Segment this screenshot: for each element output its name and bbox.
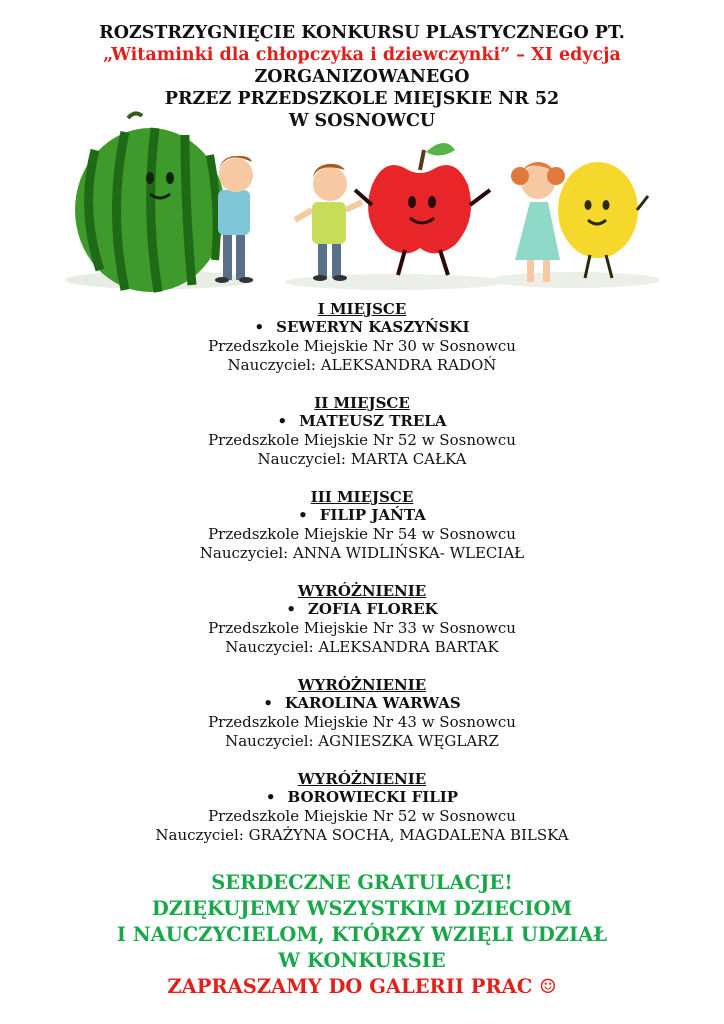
school-name: Przedszkole Miejskie Nr 52 w Sosnowcu bbox=[208, 431, 516, 449]
bullet-icon: • bbox=[286, 600, 296, 618]
thanks-line: DZIĘKUJEMY WSZYSTKIM DZIECIOM bbox=[151, 897, 573, 920]
bullet-icon: • bbox=[265, 788, 276, 806]
school-name: Przedszkole Miejskie Nr 52 w Sosnowcu bbox=[208, 807, 516, 825]
header-title-line: ROZSTRZYGNIĘCIE KONKURSU PLASTYCZNEGO PT. bbox=[99, 23, 625, 43]
congratulations-line: SERDECZNE GRATULACJE! bbox=[211, 871, 513, 894]
teacher-name: Nauczyciel: ALEKSANDRA RADOŃ bbox=[227, 356, 497, 374]
header-city-line: W SOSNOWCU bbox=[288, 111, 436, 131]
school-name: Przedszkole Miejskie Nr 43 w Sosnowcu bbox=[208, 713, 516, 731]
place-title: III MIEJSCE bbox=[310, 488, 414, 506]
girl-icon bbox=[511, 162, 565, 282]
distinction-3 bbox=[0, 770, 724, 864]
thanks-teachers-line: I NAUCZYCIELOM, KTÓRZY WZIĘLI UDZIAŁ bbox=[116, 923, 608, 946]
winner-name: • BOROWIECKI FILIP bbox=[265, 788, 459, 806]
winner-name: • ZOFIA FLOREK bbox=[286, 600, 438, 618]
teacher-name: Nauczyciel: ANNA WIDLIŃSKA- WLECIAŁ bbox=[199, 544, 525, 562]
place-3 bbox=[0, 488, 724, 582]
teacher-name: Nauczyciel: ALEKSANDRA BARTAK bbox=[225, 638, 499, 656]
winner-name: • MATEUSZ TRELA bbox=[277, 412, 447, 430]
watermelon-icon bbox=[75, 113, 225, 292]
distinction-2 bbox=[0, 676, 724, 770]
contest-name: „Witaminki dla chłopczyka i dziewczynki” – XI edycja bbox=[103, 45, 621, 65]
teacher-name: Nauczyciel: AGNIESZKA WĘGLARZ bbox=[225, 732, 499, 750]
footer-message bbox=[0, 870, 724, 1000]
header-organizer-line: PRZEZ PRZEDSZKOLE MIEJSKIE NR 52 bbox=[164, 89, 560, 109]
place-title: WYRÓŻNIENIE bbox=[297, 770, 427, 788]
winner-name: • SEWERYN KASZYŃSKI bbox=[254, 318, 470, 336]
results-list bbox=[0, 300, 724, 864]
apple-icon bbox=[355, 143, 490, 275]
fruit-kids-illustration bbox=[0, 110, 724, 295]
winner-name: • KAROLINA WARWAS bbox=[263, 694, 461, 712]
place-title: WYRÓŻNIENIE bbox=[297, 582, 427, 600]
teacher-name: Nauczyciel: GRAŻYNA SOCHA, MAGDALENA BILSKA bbox=[155, 826, 569, 844]
boy-icon bbox=[295, 164, 362, 281]
bullet-icon: • bbox=[298, 506, 308, 524]
lemon-icon bbox=[558, 162, 648, 278]
place-2 bbox=[0, 394, 724, 488]
bullet-icon: • bbox=[277, 412, 288, 430]
bullet-icon: • bbox=[254, 318, 265, 336]
place-title: II MIEJSCE bbox=[314, 394, 410, 412]
boy-icon bbox=[215, 156, 253, 283]
distinction-1 bbox=[0, 582, 724, 676]
place-title: WYRÓŻNIENIE bbox=[297, 676, 427, 694]
place-title: I MIEJSCE bbox=[317, 300, 407, 318]
school-name: Przedszkole Miejskie Nr 30 w Sosnowcu bbox=[208, 337, 516, 355]
place-1 bbox=[0, 300, 724, 394]
teacher-name: Nauczyciel: MARTA CAŁKA bbox=[257, 450, 467, 468]
header-organized-line: ZORGANIZOWANEGO bbox=[254, 67, 470, 87]
gallery-invite-line: ZAPRASZAMY DO GALERII PRAC ☺ bbox=[167, 975, 557, 998]
thanks-contest-line: W KONKURSIE bbox=[278, 949, 446, 972]
winner-name: • FILIP JAŃTA bbox=[298, 506, 426, 524]
bullet-icon: • bbox=[263, 694, 273, 712]
school-name: Przedszkole Miejskie Nr 54 w Sosnowcu bbox=[208, 525, 516, 543]
school-name: Przedszkole Miejskie Nr 33 w Sosnowcu bbox=[208, 619, 516, 637]
